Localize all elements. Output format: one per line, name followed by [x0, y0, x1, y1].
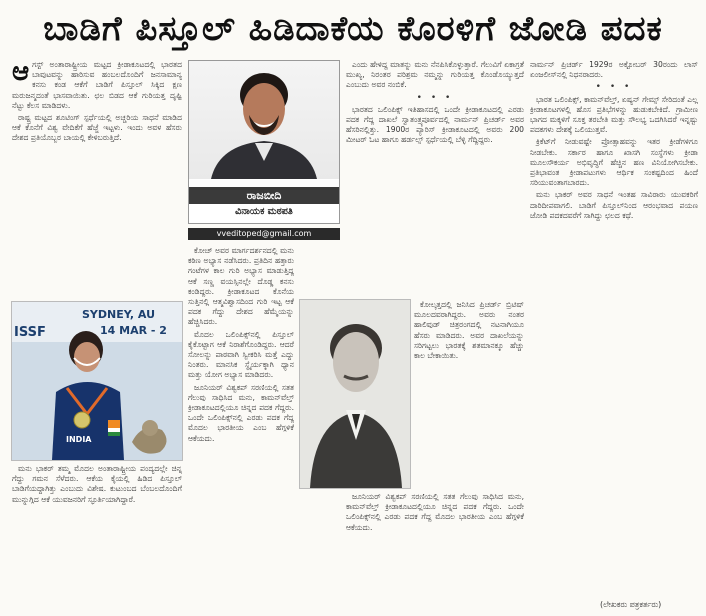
paragraph: ಜೂನಿಯರ್ ವಿಶ್ವಕಪ್ ಸರಣಿಯಲ್ಲಿ ಸತತ ಗೆಲುವು ಸಾಧಿಸಿದ ಮನು, ಕಾಮನ್‌ವೆಲ್ತ್ ಕ್ರೀಡಾಕೂಟದಲ್ಲಿಯೂ ಚಿನ್ನದ ಪದಕ ಗೆದ್ದರು. ಒಂದೇ ಒಲಿಂಪಿಕ್ಸ್‌ನಲ್ಲಿ ಎರಡು ಪದಕ ಗೆದ್ದ ಮೊದಲ ಭಾರತೀಯ ಎಂಬ ಹೆಗ್ಗಳಿಕೆ ಆಕೆಯದು.: [346, 492, 524, 532]
paragraph: ರಾಷ್ಟ್ರ ಮಟ್ಟದ ಶೂಟಿಂಗ್ ಸ್ಪರ್ಧೆಯಲ್ಲಿ ಅಚ್ಚರಿಯ ಸಾಧನೆ ಮಾಡಿದ ಆಕೆ ಕೊನೆಗೆ ವಿಶ್ವ ವೇದಿಕೆಗೆ ಹೆಜ್ಜೆ ಇಟ್ಟಳು. ಇಂದು ಅವಳ ಹೆಸರು ದೇಶದ ಪ್ರತಿಯೊಬ್ಬರ ಬಾಯಲ್ಲಿ ಕೇಳಿಬರುತ್ತಿದೆ.: [12, 113, 182, 143]
banner-text: SYDNEY, AU: [82, 308, 155, 321]
paragraph: ಮೊದಲ ಒಲಿಂಪಿಕ್ಸ್‌ನಲ್ಲಿ ಪಿಸ್ತೂಲ್ ಕೈಕೊಟ್ಟಾಗ ಆಕೆ ನಿರಾಶೆಗೊಂಡಿದ್ದರು. ಆದರೆ ಸೋಲನ್ನು ಪಾಠವಾಗಿ ಸ್ವೀಕರಿಸಿ ಮತ್ತೆ ಎದ್ದು ನಿಂತರು. ಮಾನಸಿಕ ಸ್ಥೈರ್ಯಕ್ಕಾಗಿ ಧ್ಯಾನ ಮತ್ತು ಯೋಗ ಅಭ್ಯಾಸ ಮಾಡಿದರು.: [188, 329, 294, 380]
article-column-3-lower: [414, 300, 524, 488]
paragraph: ಕೋಲ್ಕತ್ತದಲ್ಲಿ ಜನಿಸಿದ ಪ್ರಿಚರ್ಡ್ ಬ್ರಿಟಿಷ್ ಮೂಲದವರಾಗಿದ್ದರು. ಅವರು ನಂತರ ಹಾಲಿವುಡ್ ಚಿತ್ರರಂಗದಲ್ಲಿ ನಟನಾಗಿಯೂ ಹೆಸರು ಮಾಡಿದರು. ಅವರ ದಾಖಲೆಯನ್ನು ಸರಿಗಟ್ಟಲು ಭಾರತಕ್ಕೆ ಶತಮಾನಕ್ಕೂ ಹೆಚ್ಚು ಕಾಲ ಬೇಕಾಯಿತು.: [414, 300, 524, 361]
author-photo: [189, 61, 339, 179]
article-column-3-bottom: [346, 492, 524, 614]
author-name: ವಿನಾಯಕ ಮಠಪತಿ: [235, 206, 293, 217]
article-column-4: [530, 60, 698, 600]
article-column-2: [188, 246, 294, 614]
email-bar: [188, 228, 340, 240]
paragraph: ಕ್ರಿಕೆಟ್‌ಗೆ ನೀಡುವಷ್ಟೇ ಪ್ರೋತ್ಸಾಹವನ್ನು ಇತರ ಕ್ರೀಡೆಗಳಿಗೂ ನೀಡಬೇಕು. ಸರ್ಕಾರ ಹಾಗೂ ಖಾಸಗಿ ಸಂಸ್ಥೆಗಳು ಕ್ರೀಡಾ ಮೂಲಸೌಕರ್ಯ ಅಭಿವೃದ್ಧಿಗೆ ಹೆಚ್ಚಿನ ಹಣ ವಿನಿಯೋಗಿಸಬೇಕು. ಪ್ರತಿಭಾವಂತ ಕ್ರೀಡಾಪಟುಗಳು ಆರ್ಥಿಕ ಸಂಕಷ್ಟದಿಂದ ಹಿಂದೆ ಸರಿಯುವಂತಾಗಬಾರದು.: [530, 137, 698, 188]
article-column-3: [346, 60, 524, 296]
portrait-illustration: [300, 300, 410, 488]
author-illustration: [189, 61, 339, 179]
shooter-illustration: [12, 302, 182, 460]
column-title: ರಾಜಬೀದಿ: [189, 187, 339, 204]
headline: ಬಾಡಿಗೆ ಪಿಸ್ತೂಲ್ ಹಿಡಿದಾಕೆಯ ಕೊರಳಿಗೆ ಜೋಡಿ ಪದಕ: [43, 9, 663, 49]
issf-logo: ISSF: [14, 325, 46, 340]
article-column-1: [12, 60, 182, 300]
dropcap: ಆ: [12, 60, 30, 87]
jersey-text: INDIA: [66, 435, 92, 444]
banner-sub: 14 MAR - 2: [100, 324, 167, 337]
byline-box: [188, 60, 340, 224]
paragraph: ನಾರ್ಮನ್ ಪ್ರಿಚರ್ಡ್ 1929ರ ಅಕ್ಟೋಬರ್ 30ರಂದು ಲಾಸ್ ಏಂಜಲೀಸ್‌ನಲ್ಲಿ ನಿಧನರಾದರು.: [530, 60, 698, 80]
separator: • • •: [416, 92, 454, 103]
paragraph: ಭಾರತದ ಒಲಿಂಪಿಕ್ಸ್ ಇತಿಹಾಸದಲ್ಲಿ ಒಂದೇ ಕ್ರೀಡಾಕೂಟದಲ್ಲಿ ಎರಡು ಪದಕ ಗೆದ್ದ ದಾಖಲೆ ಸ್ವಾತಂತ್ರ್ಯಪೂರ್ವದಲ್ಲಿ ನಾರ್ಮನ್ ಪ್ರಿಚರ್ಡ್ ಅವರ ಹೆಸರಿನಲ್ಲಿತ್ತು. 1900ರ ಪ್ಯಾರಿಸ್ ಕ್ರೀಡಾಕೂಟದಲ್ಲಿ ಅವರು 200 ಮೀಟರ್ ಓಟ ಹಾಗೂ ಹರ್ಡಲ್ಸ್ ಸ್ಪರ್ಧೆಯಲ್ಲಿ ಬೆಳ್ಳಿ ಗೆದ್ದಿದ್ದರು.: [346, 104, 524, 145]
paragraph: ಎಂದು ಹೇಳಿದ್ದ ಮಾತನ್ನು ಮನು ನೆನಪಿಸಿಕೊಳ್ಳುತ್ತಾರೆ. ಗೆಲುವಿಗೆ ಏಕಾಗ್ರತೆ ಮುಖ್ಯ, ನಿರಂತರ ಪರಿಶ್ರಮ ನಮ್ಮನ್ನು ಗುರಿಯತ್ತ ಕೊಂಡೊಯ್ಯುತ್ತದೆ ಎಂಬುದು ಅವರ ನಂಬಿಕೆ.: [346, 60, 524, 90]
paragraph: ಭಾರತ ಒಲಿಂಪಿಕ್ಸ್, ಕಾಮನ್‌ವೆಲ್ತ್, ಏಷ್ಯನ್ ಗೇಮ್ಸ್ ಸೇರಿದಂತೆ ಎಲ್ಲ ಕ್ರೀಡಾಕೂಟಗಳಲ್ಲಿ ಹೊಸ ಪ್ರತಿಭೆಗಳನ್ನು ಹುಡುಕಬೇಕಿದೆ. ಗ್ರಾಮೀಣ ಭಾಗದ ಮಕ್ಕಳಿಗೆ ಸೂಕ್ತ ತರಬೇತಿ ಮತ್ತು ಸೌಲಭ್ಯ ಒದಗಿಸಿದರೆ ಇನ್ನಷ್ಟು ಪದಕಗಳು ದೇಶಕ್ಕೆ ಒಲಿಯುತ್ತವೆ.: [530, 94, 698, 135]
shooter-photo: [12, 302, 182, 460]
paragraph: ಕೋಚ್ ಅವರ ಮಾರ್ಗದರ್ಶನದಲ್ಲಿ ಮನು ಕಠಿಣ ಅಭ್ಯಾಸ ನಡೆಸಿದರು. ಪ್ರತಿದಿನ ಹತ್ತಾರು ಗಂಟೆಗಳ ಕಾಲ ಗುರಿ ಅಭ್ಯಾಸ ಮಾಡುತ್ತಿದ್ದ ಆಕೆ ಸಣ್ಣ ವಯಸ್ಸಿನಲ್ಲೇ ದೊಡ್ಡ ಕನಸು ಕಂಡಿದ್ದರು. ಕ್ರೀಡಾಕೂಟದ ಕೊನೆಯ ಸುತ್ತಿನಲ್ಲಿ ಆತ್ಮವಿಶ್ವಾಸದಿಂದ ಗುರಿ ಇಟ್ಟ ಆಕೆ ಪದಕ ಗೆದ್ದು ದೇಶದ ಹೆಮ್ಮೆಯನ್ನು ಹೆಚ್ಚಿಸಿದರು.: [188, 246, 294, 327]
paragraph: ಮನು ಭಾಕರ್ ತಮ್ಮ ಮೊದಲ ಅಂತಾರಾಷ್ಟ್ರೀಯ ಪಂದ್ಯದಲ್ಲೇ ಚಿನ್ನ ಗೆದ್ದು ಗಮನ ಸೆಳೆದರು. ಆಕೆಯ ಕೈಯಲ್ಲಿ ಹಿಡಿದ ಪಿಸ್ತೂಲ್ ಬಾಡಿಗೆಯದ್ದಾಗಿತ್ತು ಎಂಬುದು ವಿಶೇಷ. ಕುಟುಂಬದ ಬೆಂಬಲದೊಂದಿಗೆ ಮುನ್ನುಗ್ಗಿದ ಆಕೆ ಯುವಜನರಿಗೆ ಸ್ಫೂರ್ತಿಯಾಗಿದ್ದಾರೆ.: [12, 464, 182, 504]
separator: • • •: [595, 82, 633, 93]
paragraph: ಜೂನಿಯರ್ ವಿಶ್ವಕಪ್ ಸರಣಿಯಲ್ಲಿ ಸತತ ಗೆಲುವು ಸಾಧಿಸಿದ ಮನು, ಕಾಮನ್‌ವೆಲ್ತ್ ಕ್ರೀಡಾಕೂಟದಲ್ಲಿಯೂ ಚಿನ್ನದ ಪದಕ ಗೆದ್ದರು. ಒಂದೇ ಒಲಿಂಪಿಕ್ಸ್‌ನಲ್ಲಿ ಎರಡು ಪದಕ ಗೆದ್ದ ಮೊದಲ ಭಾರತೀಯ ಎಂಬ ಹೆಗ್ಗಳಿಕೆ ಆಕೆಯದು.: [188, 382, 294, 443]
author-email: vveditoped@gmail.com: [216, 229, 312, 238]
paragraph: ಗಸ್ಟ್ ಅಂತಾರಾಷ್ಟ್ರೀಯ ಮಟ್ಟದ ಕ್ರೀಡಾಕೂಟದಲ್ಲಿ ಭಾರತದ ಬಾವುಟವನ್ನು ಹಾರಿಸುವ ಹಂಬಲದೊಂದಿಗೆ ಜನಸಾಮಾನ್ಯ ಕನಸು ಕಂಡ ಆಕೆಗೆ ಬಾಡಿಗೆ ಪಿಸ್ತೂಲ್ ಸಿಕ್ಕಿದ ಕ್ಷಣ ಮರುಜನ್ಮದಂತೆ ಭಾಸವಾಯಿತು. ಛಲ ಬಿಡದ ಆಕೆ ಗುರಿಯತ್ತ ದೃಷ್ಟಿ ನೆಟ್ಟು ಕೆಲಸ ಮಾಡಿದಳು.: [12, 60, 182, 110]
pritchard-portrait: [300, 300, 410, 488]
paragraph: ಮನು ಭಾಕರ್ ಅವರ ಸಾಧನೆ ಇಂತಹ ಸಾವಿರಾರು ಯುವಕರಿಗೆ ದಾರಿದೀಪವಾಗಲಿ. ಬಾಡಿಗೆ ಪಿಸ್ತೂಲ್‌ನಿಂದ ಆರಂಭವಾದ ಪಯಣ ಜೋಡಿ ಪದಕದವರೆಗೆ ಸಾಗಿದ್ದು ಛಲದ ಕಥೆ.: [530, 190, 698, 220]
article-column-1-lower: [12, 464, 182, 614]
author-note: (ಲೇಖಕರು ಪತ್ರಕರ್ತರು): [600, 600, 662, 609]
